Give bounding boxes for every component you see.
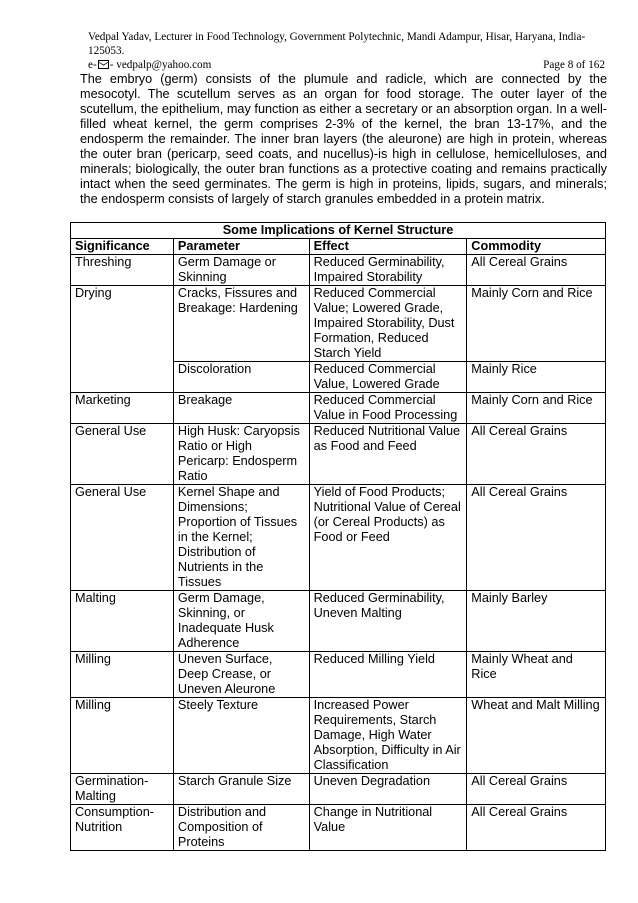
table-cell: Breakage xyxy=(173,393,309,424)
table-cell: Reduced Commercial Value; Lowered Grade, Impaired Storability, Dust Formation, Reduced Starch Yield xyxy=(309,286,467,362)
table-cell: Reduced Germinability, Uneven Malting xyxy=(309,591,467,652)
table-title-row xyxy=(71,223,606,239)
table-cell: High Husk: Caryopsis Ratio or High Pericarp: Endosperm Ratio xyxy=(173,424,309,485)
table-cell: All Cereal Grains xyxy=(467,774,606,805)
table-cell: Reduced Commercial Value, Lowered Grade xyxy=(309,362,467,393)
column-header: Parameter xyxy=(173,239,309,255)
table-cell: Cracks, Fissures and Breakage: Hardening xyxy=(173,286,309,362)
table-cell: Uneven Surface, Deep Crease, or Uneven Aleurone xyxy=(173,652,309,698)
table-cell: Wheat and Malt Milling xyxy=(467,698,606,774)
table-cell: Yield of Food Products; Nutritional Value of Cereal (or Cereal Products) as Food or Feed xyxy=(309,485,467,591)
column-header: Significance xyxy=(71,239,174,255)
table-cell: Consumption-Nutrition xyxy=(71,805,174,851)
table-header-row xyxy=(71,239,606,255)
table-cell: All Cereal Grains xyxy=(467,424,606,485)
table-cell: General Use xyxy=(71,424,174,485)
page-number: Page 8 of 162 xyxy=(543,59,605,71)
email-prefix: e- xyxy=(88,59,97,71)
table-cell: Germination-Malting xyxy=(71,774,174,805)
column-header: Effect xyxy=(309,239,467,255)
page-header xyxy=(88,30,610,72)
table-cell: Reduced Nutritional Value as Food and Feed xyxy=(309,424,467,485)
table-cell: Germ Damage, Skinning, or Inadequate Husk Adherence xyxy=(173,591,309,652)
table-cell: Malting xyxy=(71,591,174,652)
table-cell: Mainly Wheat and Rice xyxy=(467,652,606,698)
table-cell: Increased Power Requirements, Starch Damage, High Water Absorption, Difficulty in Air Classification xyxy=(309,698,467,774)
table-row xyxy=(71,774,606,805)
table-cell: Change in Nutritional Value xyxy=(309,805,467,851)
table-row xyxy=(71,652,606,698)
table-cell: Milling xyxy=(71,652,174,698)
author-line: Vedpal Yadav, Lecturer in Food Technology, Government Polytechnic, Mandi Adampur, Hisar, Haryana, India-125053. xyxy=(88,31,586,57)
table-cell: Milling xyxy=(71,698,174,774)
table-row xyxy=(71,255,606,286)
table-row xyxy=(71,698,606,774)
envelope-icon xyxy=(98,60,109,69)
table-cell: All Cereal Grains xyxy=(467,485,606,591)
table-cell: Marketing xyxy=(71,393,174,424)
table-cell: Reduced Milling Yield xyxy=(309,652,467,698)
column-header: Commodity xyxy=(467,239,606,255)
table-cell: Starch Granule Size xyxy=(173,774,309,805)
table-cell: Reduced Germinability, Impaired Storability xyxy=(309,255,467,286)
email-address: - vedpalp@yahoo.com xyxy=(109,59,212,71)
table-cell: Mainly Corn and Rice xyxy=(467,286,606,362)
table-row xyxy=(71,393,606,424)
table-cell: Threshing xyxy=(71,255,174,286)
table-row xyxy=(71,286,606,362)
table-row xyxy=(71,485,606,591)
table-cell: Uneven Degradation xyxy=(309,774,467,805)
table-cell: General Use xyxy=(71,485,174,591)
table-cell: Reduced Commercial Value in Food Processing xyxy=(309,393,467,424)
table-cell: Germ Damage or Skinning xyxy=(173,255,309,286)
table-row xyxy=(71,424,606,485)
table-cell: Mainly Corn and Rice xyxy=(467,393,606,424)
table-cell: Mainly Barley xyxy=(467,591,606,652)
table-cell: Mainly Rice xyxy=(467,362,606,393)
table-cell: Discoloration xyxy=(173,362,309,393)
email-line xyxy=(88,58,211,72)
table-row xyxy=(71,805,606,851)
table-cell: All Cereal Grains xyxy=(467,255,606,286)
table-cell: Kernel Shape and Dimensions; Proportion of Tissues in the Kernel; Distribution of Nutrients in the Tissues xyxy=(173,485,309,591)
table-row xyxy=(71,591,606,652)
table-cell: All Cereal Grains xyxy=(467,805,606,851)
table-cell: Steely Texture xyxy=(173,698,309,774)
table-cell: Distribution and Composition of Proteins xyxy=(173,805,309,851)
body-paragraph: The embryo (germ) consists of the plumule and radicle, which are connected by the mesocotyl. The scutellum serves as an organ for food storage. The outer layer of the scutellum, the epithelium, may function as either a secretary or an absorption organ. In a well-filled wheat kernel, the germ comprises 2-3% of the kernel, the bran 13-17%, and the endosperm the remainder. The inner bran layers (the aleurone) are high in protein, whereas the outer bran (pericarp, seed coats, and nucellus)-is high in cellulose, hemicelluloses, and minerals; biologically, the outer bran functions as a protective coating and remains practically intact when the seed germinates. The germ is high in proteins, lipids, sugars, and minerals; the endosperm consists of largely of starch granules embedded in a protein matrix. xyxy=(80,72,607,206)
table-cell: Drying xyxy=(71,286,174,393)
kernel-structure-table xyxy=(70,222,606,851)
table-title: Some Implications of Kernel Structure xyxy=(71,223,606,239)
